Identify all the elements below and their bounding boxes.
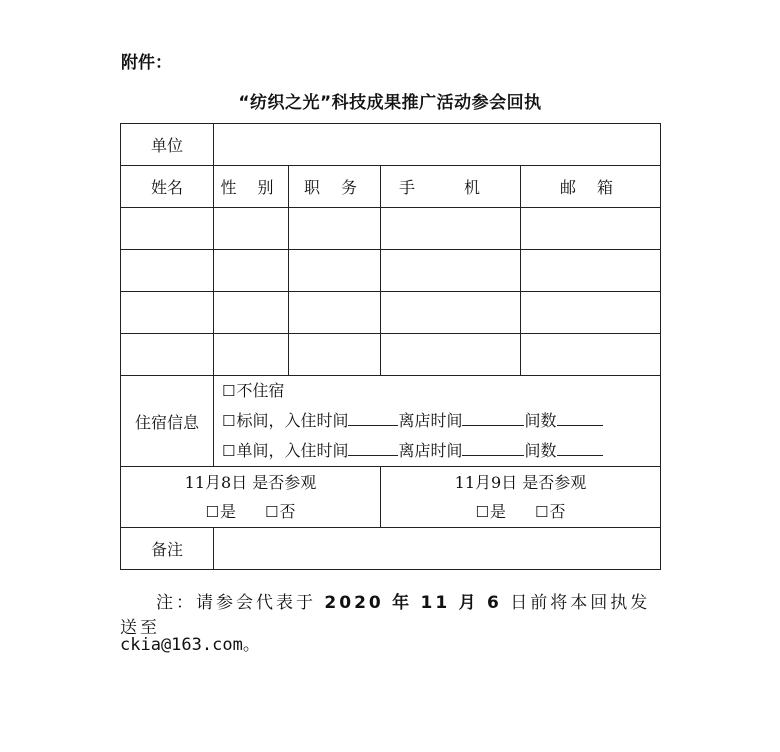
checkin-blank[interactable] [348,411,398,426]
footnote-year: 2020 [324,593,384,613]
option-label: 不住宿 [236,381,285,400]
lodging-row [121,376,661,467]
yes-label: 是 [489,501,506,521]
checkbox-visit-no[interactable]: ☐ [265,502,279,521]
attendee-position-cell[interactable] [289,208,381,250]
attendee-gender-cell[interactable] [214,250,289,292]
checkbox-visit-yes[interactable]: ☐ [475,502,489,521]
attendee-phone-cell[interactable] [381,334,521,376]
attendee-email-cell[interactable] [521,208,661,250]
no-label: 否 [279,501,296,521]
rooms-label: 间数 [524,441,557,460]
header-position: 职 务 [289,166,381,208]
visit-nov-9 [381,467,661,528]
header-row [121,166,661,208]
header-phone: 手 机 [381,166,521,208]
checkbox-visit-yes[interactable]: ☐ [205,502,219,521]
notes-row [121,528,661,570]
attendee-position-cell[interactable] [289,292,381,334]
attendee-position-cell[interactable] [289,250,381,292]
attendee-row [121,334,661,376]
document-title: “纺织之光”科技成果推广活动参会回执 [238,93,542,113]
checkbox-standard-room[interactable]: ☐ [222,412,236,430]
attendee-row [121,292,661,334]
rooms-blank[interactable] [557,441,603,456]
attendee-name-cell[interactable] [121,250,214,292]
attendee-phone-cell[interactable] [381,208,521,250]
attendee-name-cell[interactable] [121,292,214,334]
checkin-blank[interactable] [348,441,398,456]
attendee-email-cell[interactable] [521,334,661,376]
attendee-name-cell[interactable] [121,208,214,250]
attendee-gender-cell[interactable] [214,334,289,376]
rooms-label: 间数 [524,411,557,430]
option-label: 标间，入住时间 [236,411,349,430]
rooms-blank[interactable] [557,411,603,426]
attendee-gender-cell[interactable] [214,292,289,334]
notes-field[interactable] [214,528,661,570]
checkbox-no-lodging[interactable]: ☐ [222,382,236,400]
notes-label: 备注 [121,528,214,570]
footnote-month: 11 [420,593,451,613]
attachment-label: 附件： [121,53,172,73]
unit-label: 单位 [121,124,214,166]
checkbox-single-room[interactable]: ☐ [222,442,236,460]
lodging-label: 住宿信息 [121,376,214,467]
attendee-phone-cell[interactable] [381,250,521,292]
unit-row [121,124,661,166]
visit-label: 11月9日 是否参观 [454,472,587,492]
attendee-email-cell[interactable] [521,292,661,334]
header-email: 邮 箱 [521,166,661,208]
no-label: 否 [549,501,566,521]
attendee-gender-cell[interactable] [214,208,289,250]
option-label: 单间，入住时间 [236,441,349,460]
footnote-prefix: 注：请参会代表于 [156,593,316,613]
visit-row [121,467,661,528]
visit-nov-8 [121,467,381,528]
header-name: 姓名 [121,166,214,208]
checkout-blank[interactable] [462,411,524,426]
visit-label: 11月8日 是否参观 [184,472,317,492]
unit-field[interactable] [214,124,661,166]
checkout-blank[interactable] [462,441,524,456]
attendee-phone-cell[interactable] [381,292,521,334]
lodging-options [214,376,661,467]
contact-email: ckia@163.com。 [120,635,260,655]
checkout-label: 离店时间 [398,441,463,460]
footnote-month-unit: 月 [458,593,479,613]
footnote-year-unit: 年 [392,593,413,613]
checkbox-visit-no[interactable]: ☐ [535,502,549,521]
attendee-name-cell[interactable] [121,334,214,376]
footnote-day: 6 [487,593,502,613]
footnote-suffix: 日前将本回执发送至 [120,593,651,638]
lodging-option-single [222,436,660,466]
lodging-option-none [222,376,660,406]
attendee-row [121,208,661,250]
header-gender: 性 别 [214,166,289,208]
attendee-position-cell[interactable] [289,334,381,376]
registration-form-table [120,123,661,570]
yes-label: 是 [219,501,236,521]
lodging-option-standard [222,406,660,436]
checkout-label: 离店时间 [398,411,463,430]
attendee-email-cell[interactable] [521,250,661,292]
attendee-row [121,250,661,292]
